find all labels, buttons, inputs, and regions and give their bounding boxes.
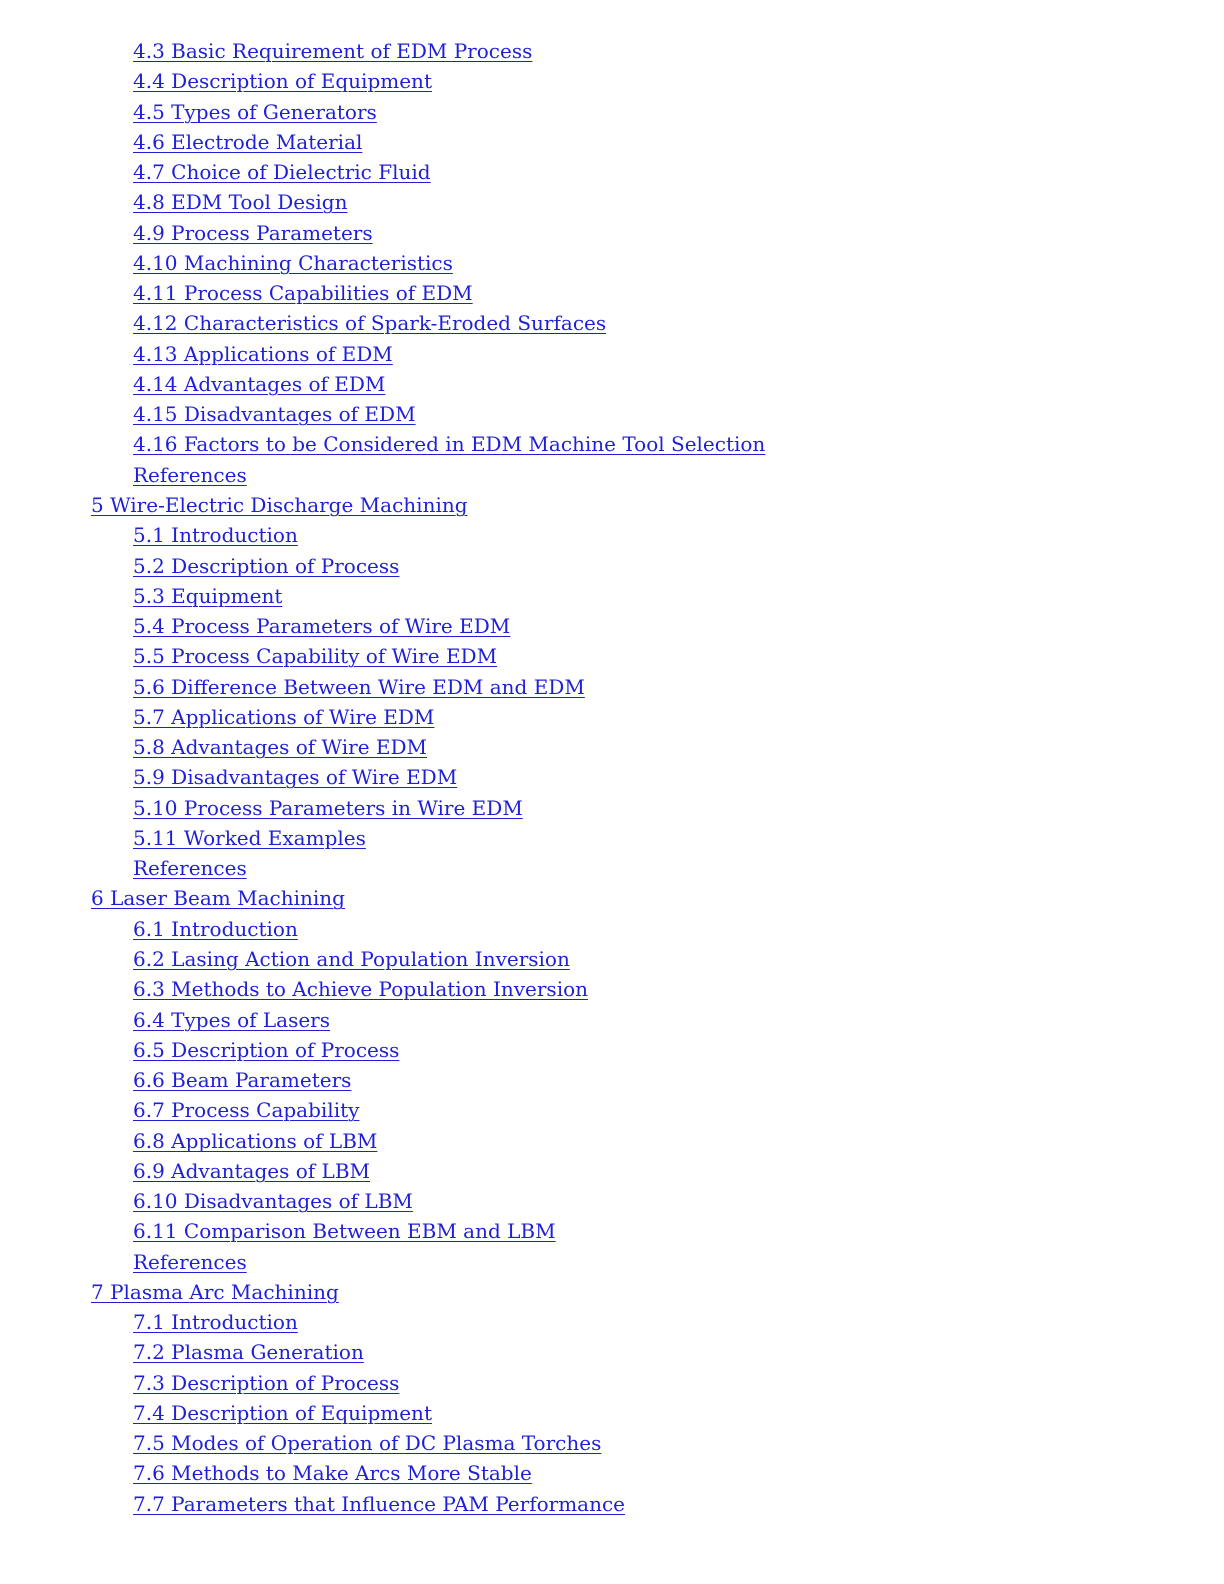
toc-section-link[interactable]: 6.8 Applications of LBM (133, 1128, 378, 1153)
toc-section-link[interactable]: 5.10 Process Parameters in Wire EDM (133, 795, 523, 820)
toc-section-entry (0, 1247, 1224, 1277)
toc-section-link[interactable]: 5.8 Advantages of Wire EDM (133, 735, 428, 760)
toc-section-entry (0, 1428, 1224, 1458)
toc-section-entry (0, 339, 1224, 369)
toc-section-link[interactable]: 6.4 Types of Lasers (133, 1007, 330, 1032)
toc-section-link[interactable]: 4.9 Process Parameters (133, 220, 373, 245)
toc-section-link[interactable]: 4.6 Electrode Material (133, 129, 363, 154)
toc-section-entry (0, 1035, 1224, 1065)
toc-section-entry (0, 914, 1224, 944)
toc-section-link[interactable]: 4.15 Disadvantages of EDM (133, 402, 416, 427)
toc-section-entry (0, 127, 1224, 157)
toc-chapter-entry (0, 1277, 1224, 1307)
toc-section-link[interactable]: 4.4 Description of Equipment (133, 69, 432, 94)
toc-section-link[interactable]: 4.13 Applications of EDM (133, 341, 393, 366)
toc-section-entry (0, 1095, 1224, 1125)
toc-section-link[interactable]: 4.5 Types of Generators (133, 99, 377, 124)
toc-section-entry (0, 1368, 1224, 1398)
toc-section-link[interactable]: 4.7 Choice of Dielectric Fluid (133, 160, 431, 185)
toc-section-entry (0, 36, 1224, 66)
toc-section-link[interactable]: 5.11 Worked Examples (133, 825, 366, 850)
toc-section-entry (0, 1398, 1224, 1428)
toc-section-link[interactable]: References (133, 462, 247, 487)
toc-section-link[interactable]: 6.10 Disadvantages of LBM (133, 1189, 413, 1214)
toc-section-link[interactable]: 4.8 EDM Tool Design (133, 190, 348, 215)
toc-section-link[interactable]: 5.6 Difference Between Wire EDM and EDM (133, 674, 585, 699)
toc-chapter-link[interactable]: 7 Plasma Arc Machining (91, 1279, 339, 1304)
toc-section-entry (0, 429, 1224, 459)
toc-section-entry (0, 1307, 1224, 1337)
toc-section-link[interactable]: 4.12 Characteristics of Spark-Eroded Surfaces (133, 311, 607, 336)
toc-section-entry (0, 157, 1224, 187)
toc-section-entry (0, 944, 1224, 974)
toc-section-link[interactable]: 6.5 Description of Process (133, 1037, 400, 1062)
toc-section-entry (0, 793, 1224, 823)
toc-section-link[interactable]: 6.3 Methods to Achieve Population Inversion (133, 977, 589, 1002)
toc-chapter-link[interactable]: 6 Laser Beam Machining (91, 886, 345, 911)
toc-section-entry (0, 1458, 1224, 1488)
toc-section-entry (0, 1065, 1224, 1095)
toc-section-link[interactable]: 5.4 Process Parameters of Wire EDM (133, 614, 511, 639)
toc-section-entry (0, 762, 1224, 792)
toc-section-link[interactable]: References (133, 1249, 247, 1274)
toc-section-entry (0, 460, 1224, 490)
toc-section-link[interactable]: 7.2 Plasma Generation (133, 1340, 364, 1365)
toc-section-entry (0, 248, 1224, 278)
toc-section-link[interactable]: 4.3 Basic Requirement of EDM Process (133, 39, 533, 63)
toc-section-entry (0, 520, 1224, 550)
toc-section-entry (0, 581, 1224, 611)
toc-section-entry (0, 974, 1224, 1004)
toc-section-link[interactable]: 5.9 Disadvantages of Wire EDM (133, 765, 458, 790)
toc-section-link[interactable]: 4.11 Process Capabilities of EDM (133, 281, 473, 306)
toc-section-entry (0, 369, 1224, 399)
toc-section-link[interactable]: 7.1 Introduction (133, 1310, 298, 1335)
toc-section-link[interactable]: 4.16 Factors to be Considered in EDM Machine Tool Selection (133, 432, 766, 457)
toc-section-entry (0, 187, 1224, 217)
toc-section-entry (0, 308, 1224, 338)
toc-section-entry (0, 1337, 1224, 1367)
toc-chapter-entry (0, 883, 1224, 913)
toc-chapter-link[interactable]: 5 Wire-Electric Discharge Machining (91, 492, 468, 517)
toc-section-link[interactable]: 5.7 Applications of Wire EDM (133, 704, 435, 729)
toc-section-link[interactable]: 6.6 Beam Parameters (133, 1068, 352, 1093)
toc-section-link[interactable]: 7.5 Modes of Operation of DC Plasma Torches (133, 1431, 602, 1456)
toc-section-link[interactable]: 4.14 Advantages of EDM (133, 371, 386, 396)
toc-section-entry (0, 641, 1224, 671)
toc-section-entry (0, 278, 1224, 308)
toc-section-entry (0, 823, 1224, 853)
toc-section-entry (0, 611, 1224, 641)
toc-section-entry (0, 853, 1224, 883)
toc-section-entry (0, 1216, 1224, 1246)
toc-section-link[interactable]: 5.3 Equipment (133, 583, 283, 608)
toc-section-link[interactable]: 7.3 Description of Process (133, 1370, 400, 1395)
toc-section-link[interactable]: 6.9 Advantages of LBM (133, 1158, 370, 1183)
toc-section-entry (0, 1156, 1224, 1186)
toc-section-link[interactable]: References (133, 856, 247, 881)
toc-section-entry (0, 1005, 1224, 1035)
toc-section-link[interactable]: 7.7 Parameters that Influence PAM Performance (133, 1491, 626, 1516)
toc-section-entry (0, 97, 1224, 127)
toc-section-link[interactable]: 7.6 Methods to Make Arcs More Stable (133, 1461, 532, 1486)
toc-section-link[interactable]: 6.1 Introduction (133, 916, 298, 941)
toc-section-link[interactable]: 5.1 Introduction (133, 523, 298, 548)
toc-section-link[interactable]: 4.10 Machining Characteristics (133, 250, 453, 275)
toc-section-link[interactable]: 5.2 Description of Process (133, 553, 400, 578)
toc-section-entry (0, 732, 1224, 762)
toc-section-link[interactable]: 6.7 Process Capability (133, 1098, 360, 1123)
table-of-contents (0, 36, 1224, 1519)
toc-chapter-entry (0, 490, 1224, 520)
toc-section-link[interactable]: 7.4 Description of Equipment (133, 1400, 432, 1425)
toc-section-entry (0, 702, 1224, 732)
toc-section-entry (0, 66, 1224, 96)
toc-section-entry (0, 672, 1224, 702)
toc-section-link[interactable]: 5.5 Process Capability of Wire EDM (133, 644, 498, 669)
toc-section-entry (0, 218, 1224, 248)
toc-section-entry (0, 1186, 1224, 1216)
toc-section-entry (0, 399, 1224, 429)
toc-section-entry (0, 1126, 1224, 1156)
toc-section-entry (0, 1489, 1224, 1519)
toc-section-entry (0, 551, 1224, 581)
toc-section-link[interactable]: 6.11 Comparison Between EBM and LBM (133, 1219, 556, 1244)
toc-section-link[interactable]: 6.2 Lasing Action and Population Inversion (133, 946, 570, 971)
